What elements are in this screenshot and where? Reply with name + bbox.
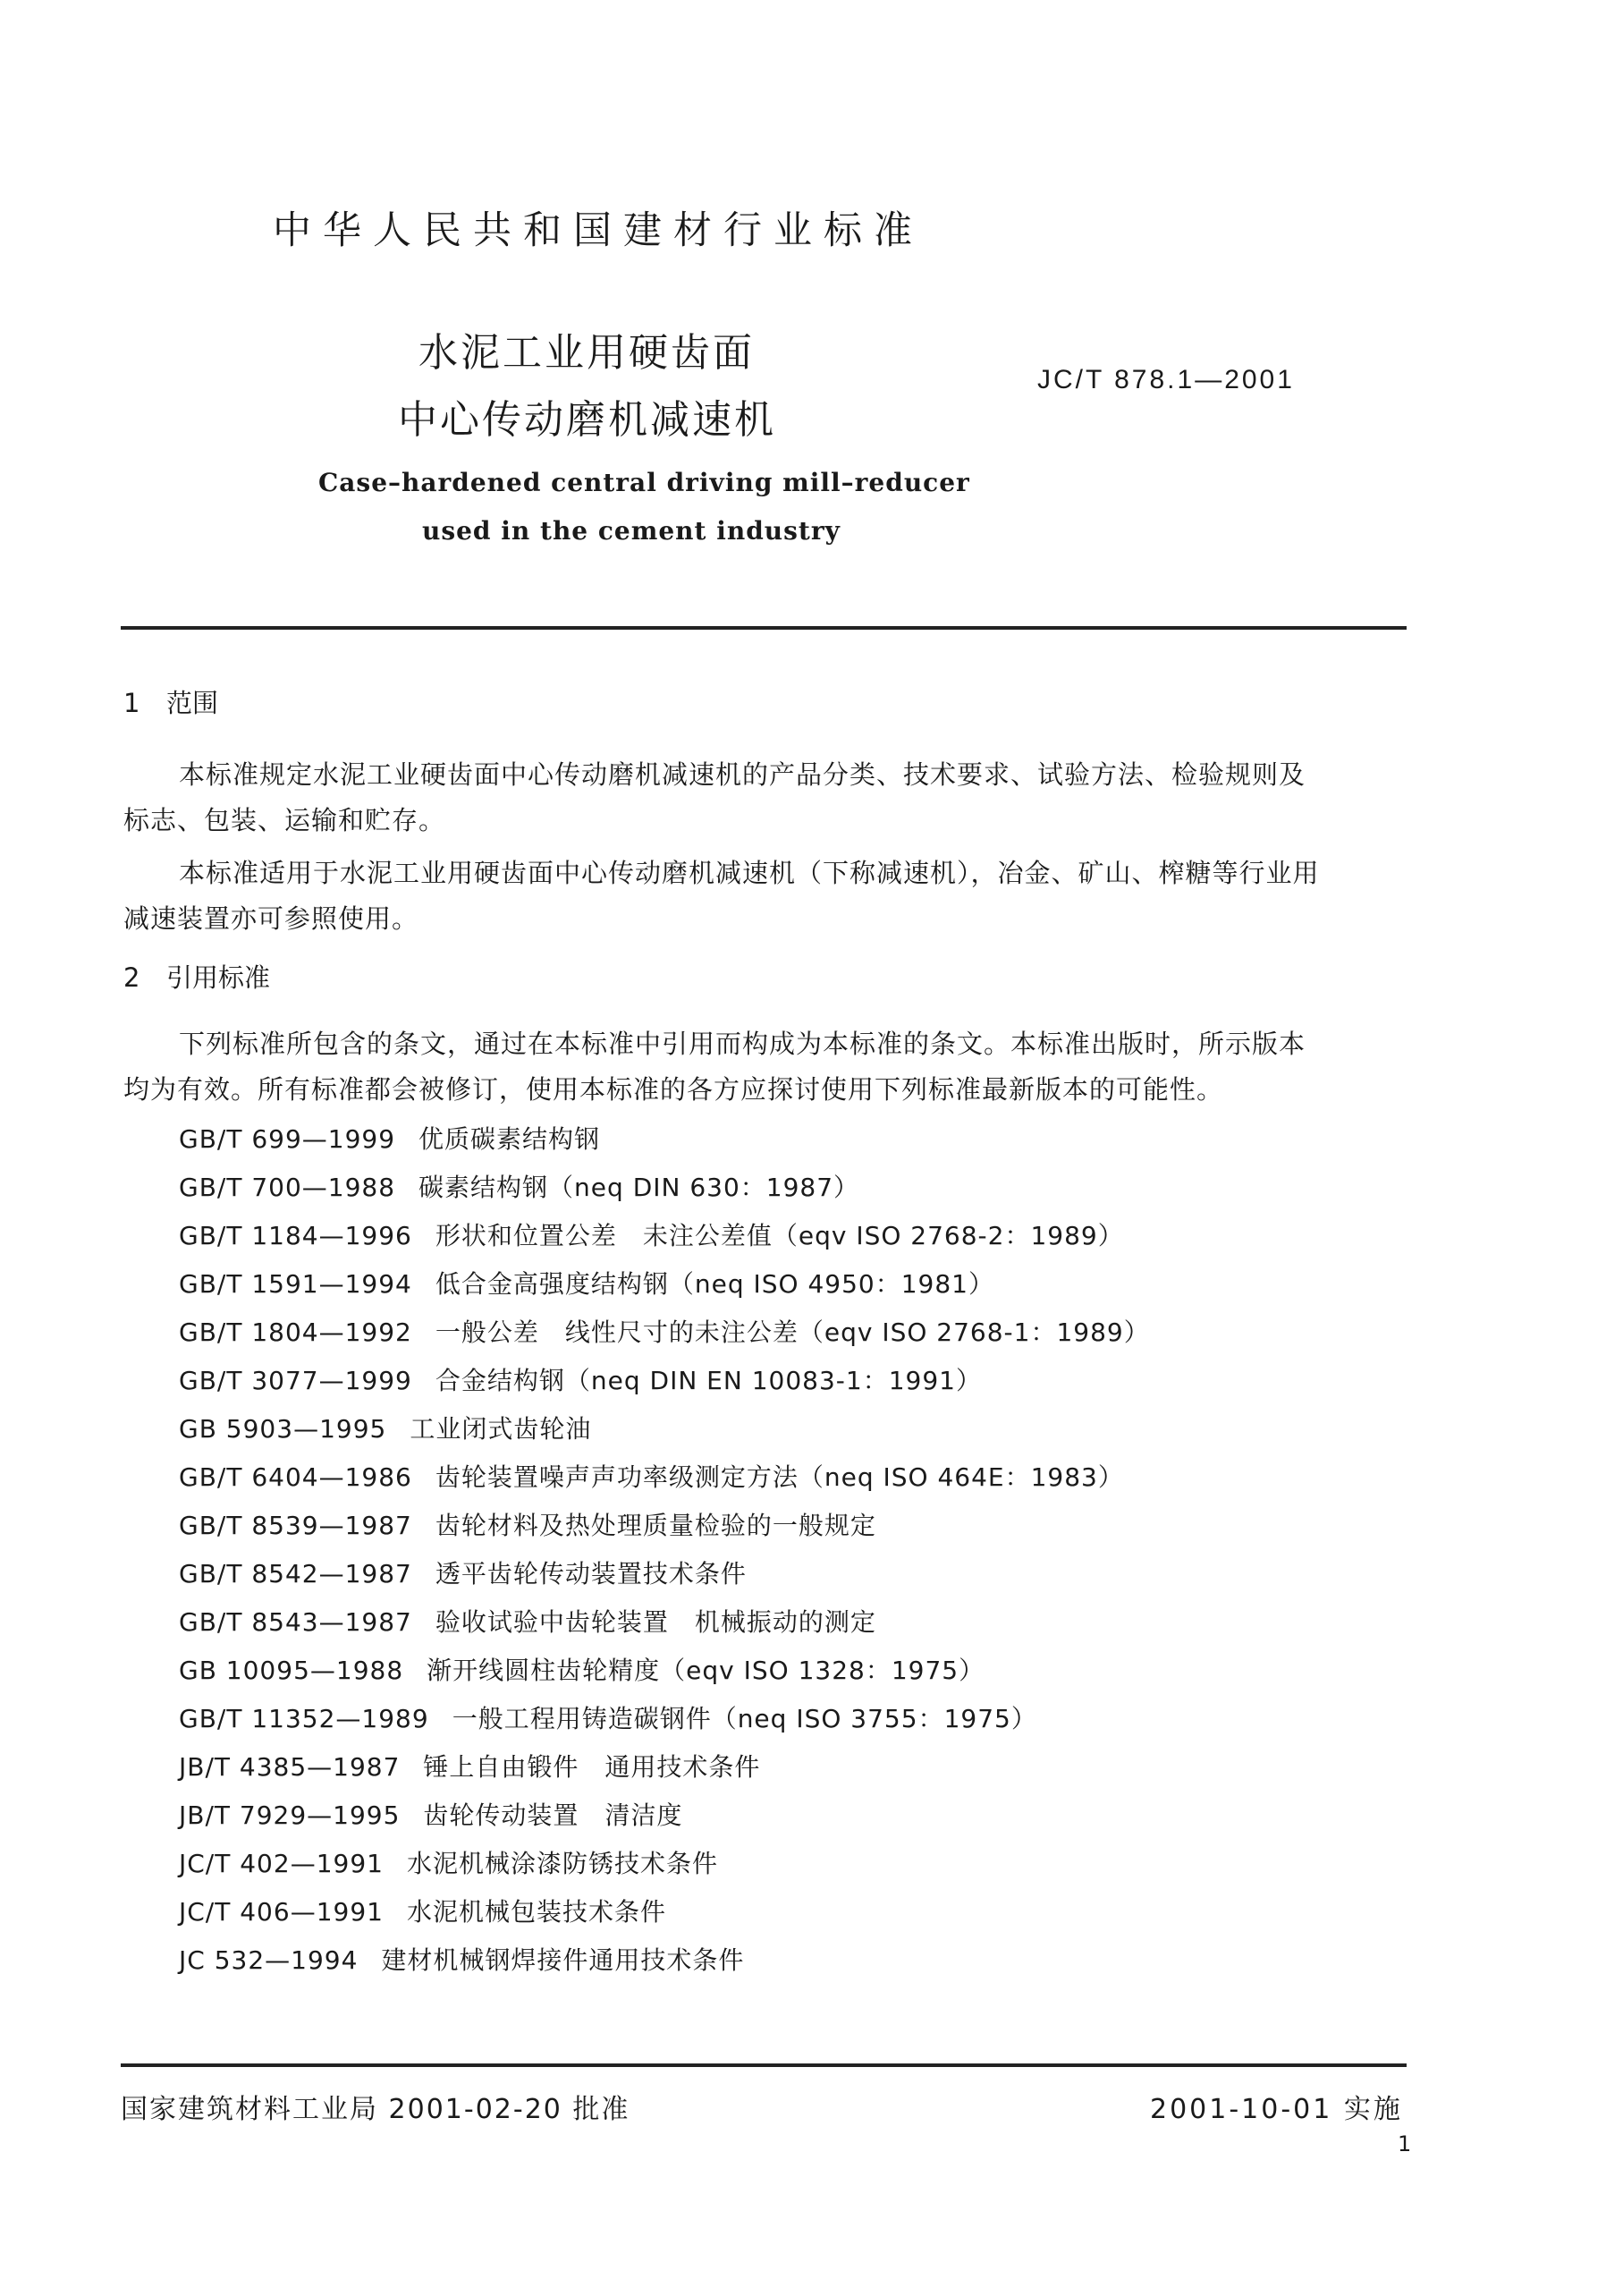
standard-code: JC/T 878.1—2001 [1037,365,1295,394]
reference-code: JC 532—1994 [179,1945,359,1975]
reference-code: JB/T 4385—1987 [179,1752,401,1782]
approval-info: 国家建筑材料工业局 2001-02-20 批准 [121,2094,630,2125]
reference-item [179,1313,1150,1349]
reference-title: 工业闭式齿轮油 [410,1414,592,1444]
reference-code: GB 5903—1995 [179,1414,387,1444]
reference-item [179,1555,747,1590]
reference-item [179,1893,666,1928]
section-2-intro-line1: 下列标准所包含的条文，通过在本标准中引用而构成为本标准的条文。本标准出版时，所示版本 [179,1029,1306,1059]
reference-item [179,1699,1037,1735]
reference-title: 齿轮材料及热处理质量检验的一般规定 [435,1511,876,1540]
reference-item [179,1265,994,1301]
reference-item [179,1458,1124,1494]
section-1-title: 范围 [166,688,219,718]
reference-code: GB/T 1184—1996 [179,1221,412,1250]
title-chinese-line1: 水泥工业用硬齿面 [418,330,755,376]
reference-code: GB/T 1804—1992 [179,1317,412,1347]
page-number: 1 [1398,2131,1412,2156]
reference-item [179,1844,718,1880]
section-1-para2-line2: 减速装置亦可参照使用。 [123,903,419,934]
reference-title: 水泥机械包装技术条件 [406,1897,666,1927]
reference-item [179,1603,876,1639]
section-1-heading [123,683,218,720]
reference-code: GB/T 8543—1987 [179,1607,412,1637]
reference-item [179,1748,760,1783]
reference-code: GB/T 3077—1999 [179,1366,412,1395]
reference-code: GB/T 1591—1994 [179,1269,412,1299]
section-1-para1-line2: 标志、包装、运输和贮存。 [123,805,446,835]
reference-item [179,1216,1124,1252]
section-1-para1-line1: 本标准规定水泥工业硬齿面中心传动磨机减速机的产品分类、技术要求、试验方法、检验规则及 [179,759,1306,790]
reference-title: 齿轮传动装置 清洁度 [423,1800,683,1830]
section-2-number: 2 [123,962,140,993]
section-1-number: 1 [123,688,140,718]
section-2-intro-line2: 均为有效。所有标准都会被修订，使用本标准的各方应探讨使用下列标准最新版本的可能性。 [123,1074,1224,1105]
reference-item [179,1361,982,1397]
reference-title: 一般公差 线性尺寸的未注公差（eqv ISO 2768-1：1989） [435,1317,1150,1347]
header-divider [121,626,1407,630]
reference-title: 优质碳素结构钢 [418,1124,601,1154]
reference-item [179,1796,682,1832]
section-1-para2-line1: 本标准适用于水泥工业用硬齿面中心传动磨机减速机（下称减速机），冶金、矿山、榨糖等行业用 [179,858,1320,888]
title-english-line1: Case–hardened central driving mill–reducer [318,468,970,497]
reference-code: JB/T 7929—1995 [179,1800,401,1830]
reference-item [179,1941,744,1977]
reference-code: GB/T 6404—1986 [179,1462,412,1492]
reference-title: 透平齿轮传动装置技术条件 [435,1559,747,1589]
reference-code: GB/T 700—1988 [179,1173,396,1202]
reference-code: GB/T 11352—1989 [179,1704,429,1733]
title-english-line2: used in the cement industry [422,516,841,546]
reference-title: 渐开线圆柱齿轮精度（eqv ISO 1328：1975） [427,1656,985,1685]
reference-item [179,1410,591,1445]
reference-title: 合金结构钢（neq DIN EN 10083-1：1991） [435,1366,982,1395]
reference-title: 齿轮装置噪声声功率级测定方法（neq ISO 464E：1983） [435,1462,1124,1492]
section-2-heading [123,958,270,995]
reference-code: GB/T 8539—1987 [179,1511,412,1540]
reference-title: 锤上自由锻件 通用技术条件 [423,1752,761,1782]
reference-title: 水泥机械涂漆防锈技术条件 [406,1849,718,1878]
section-2-title: 引用标准 [166,962,271,993]
standard-organization: 中华人民共和国建材行业标准 [273,208,924,253]
reference-code: JC/T 402—1991 [179,1849,384,1878]
reference-title: 低合金高强度结构钢（neq ISO 4950：1981） [435,1269,994,1299]
reference-title: 一般工程用铸造碳钢件（neq ISO 3755：1975） [452,1704,1037,1733]
reference-title: 形状和位置公差 未注公差值（eqv ISO 2768-2：1989） [435,1221,1124,1250]
reference-code: JC/T 406—1991 [179,1897,384,1927]
reference-item [179,1120,600,1156]
reference-code: GB 10095—1988 [179,1656,404,1685]
reference-title: 建材机械钢焊接件通用技术条件 [381,1945,745,1975]
title-chinese-line2: 中心传动磨机减速机 [398,397,776,443]
reference-item [179,1168,859,1204]
reference-item [179,1506,876,1542]
reference-title: 碳素结构钢（neq DIN 630：1987） [418,1173,860,1202]
reference-item [179,1651,985,1687]
reference-title: 验收试验中齿轮装置 机械振动的测定 [435,1607,876,1637]
implementation-date: 2001-10-01 实施 [1150,2094,1403,2125]
footer-divider [121,2063,1407,2067]
reference-code: GB/T 8542—1987 [179,1559,412,1589]
reference-code: GB/T 699—1999 [179,1124,396,1154]
